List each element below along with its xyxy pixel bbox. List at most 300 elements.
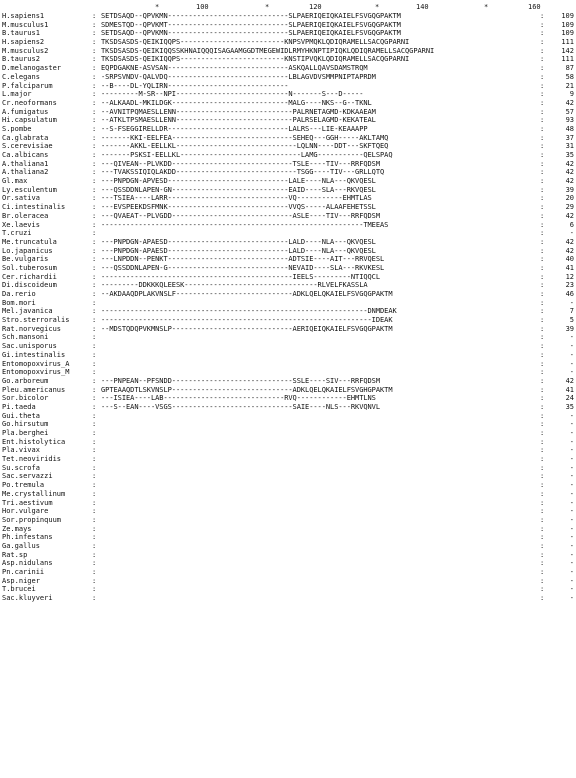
species-name: Pi.taeda	[2, 402, 36, 411]
separator-colon: :	[92, 263, 97, 272]
residue-count: 42	[565, 376, 574, 385]
alignment-row	[0, 99, 576, 108]
alignment-row	[0, 229, 576, 238]
separator-colon: :	[540, 368, 545, 377]
separator-colon: :	[540, 350, 545, 359]
species-name: Br.oleracea	[2, 211, 49, 220]
alignment-row	[0, 525, 576, 534]
species-name: Bom.mori	[2, 298, 36, 307]
separator-colon: :	[540, 151, 545, 159]
species-name: Go.arboreum	[2, 376, 49, 385]
separator-colon: :	[92, 177, 97, 186]
residue-count: 42	[565, 159, 574, 168]
separator-colon: :	[540, 437, 545, 446]
species-name: B.taurus1	[2, 29, 40, 38]
species-name: Gui.theta	[2, 411, 40, 420]
sequence-text: ---LNPDDN--PENKT-----------------------------ADTSIE----AIT---RRVQESL	[101, 255, 385, 264]
separator-colon: :	[540, 455, 545, 464]
residue-count: 42	[565, 211, 574, 220]
separator-colon: :	[92, 524, 97, 533]
separator-colon: :	[540, 515, 545, 524]
species-name: D.melanogaster	[2, 64, 62, 73]
residue-count: 109	[561, 29, 574, 38]
separator-colon: :	[92, 446, 97, 455]
sequence-text: TKSDSASDS-QEIKIQQPS-------------------------KNPSVPMQKLQDIQRAMELLSACQGPARNI	[101, 38, 410, 47]
sequence-text: --AKDAAQDPLAKVNSLF----------------------------ADKLQELQKAIELFSVGQGPAKTM	[101, 290, 393, 298]
separator-colon: :	[92, 185, 97, 194]
residue-count: 93	[565, 116, 574, 125]
separator-colon: :	[92, 420, 97, 429]
alignment-rows	[0, 12, 576, 603]
alignment-row	[0, 585, 576, 594]
alignment-row	[0, 594, 576, 603]
residue-count: 42	[565, 168, 574, 177]
residue-count: 42	[565, 98, 574, 107]
separator-colon: :	[540, 324, 545, 333]
species-name: Go.hirsutum	[2, 420, 49, 429]
separator-colon: :	[540, 411, 545, 420]
sequence-text: ---ISIEA----LAB-----------------------------RVQ------------EHMTLNS	[101, 394, 376, 403]
ruler-position-label: 160	[528, 3, 541, 11]
separator-colon: :	[540, 385, 545, 394]
residue-count: -	[569, 541, 574, 550]
species-name: S.cerevisiae	[2, 142, 53, 151]
residue-count: 40	[565, 255, 574, 264]
separator-colon: :	[540, 307, 545, 316]
species-name: T.cruzi	[2, 229, 32, 238]
separator-colon: :	[540, 420, 545, 429]
separator-colon: :	[92, 220, 97, 229]
species-name: S.pombe	[2, 124, 32, 133]
separator-colon: :	[540, 203, 545, 212]
species-name: Ci.intestinalis	[2, 203, 66, 212]
residue-count: -	[569, 350, 574, 359]
sequence-text: SDMESTQD--QPVKMT-----------------------------SLPAERIQEIQKAIELFSVGQGPAKTM	[101, 20, 401, 29]
species-name: T.brucei	[2, 585, 36, 594]
separator-colon: :	[540, 594, 545, 603]
separator-colon: :	[92, 46, 97, 55]
residue-count: -	[569, 455, 574, 464]
species-name: Tri.aestivum	[2, 498, 53, 507]
residue-count: 41	[565, 263, 574, 272]
sequence-text: ---PNPDGN-APVESD-----------------------------LALE----NLA---QKVQESL	[101, 177, 376, 186]
alignment-row	[0, 472, 576, 481]
separator-colon: :	[540, 550, 545, 559]
sequence-text: SETDSAQD--QPVKMN-----------------------------SLPAERIQEIQKAIELFSVGQGPAKTM	[101, 12, 401, 20]
residue-count: -	[569, 411, 574, 420]
separator-colon: :	[540, 159, 545, 168]
species-name: Stro.sterroralis	[2, 316, 70, 325]
species-name: Or.sativa	[2, 194, 40, 203]
separator-colon: :	[92, 142, 97, 151]
alignment-row	[0, 47, 576, 56]
alignment-row	[0, 160, 576, 169]
residue-count: 20	[565, 194, 574, 203]
sequence-text: EQPDGAKNE-ASVSAN-----------------------------ASKQALLQAVSDAMSTRQM	[101, 64, 368, 73]
alignment-row	[0, 551, 576, 560]
sequence-text: ---EVSPEEKDSFMNK-----------------------------VVQS-----ALAAFEHETSSL	[101, 203, 376, 212]
alignment-row	[0, 134, 576, 143]
species-name: Ze.mays	[2, 524, 32, 533]
sequence-text: GPTEAAQDTLSKVNSLP-----------------------------ADKLQELQKAIELFSVGHGPAKTM	[101, 385, 393, 394]
species-name: M.musculus2	[2, 46, 49, 55]
separator-colon: :	[92, 168, 97, 177]
residue-count: 5	[569, 316, 574, 325]
alignment-row	[0, 203, 576, 212]
sequence-text: -----------------------------------------------------------------IDEAK	[101, 316, 393, 325]
residue-count: -	[569, 524, 574, 533]
sequence-text: ---QSSDDNLAPEN-G-----------------------------NEVAID----SLA---RKVKESL	[101, 263, 385, 272]
separator-colon: :	[92, 12, 97, 20]
sequence-text: ---QSSDDNLAPEN-GN----------------------------EAID----SLA---RKVQESL	[101, 185, 376, 194]
separator-colon: :	[92, 81, 97, 90]
separator-colon: :	[92, 246, 97, 255]
alignment-row	[0, 21, 576, 30]
separator-colon: :	[540, 359, 545, 368]
separator-colon: :	[92, 437, 97, 446]
alignment-row	[0, 238, 576, 247]
ruler-marker: *	[155, 3, 160, 11]
separator-colon: :	[92, 576, 97, 585]
species-name: Me.truncatula	[2, 237, 57, 246]
separator-colon: :	[92, 229, 97, 238]
species-name: Sac.unisporus	[2, 342, 57, 351]
separator-colon: :	[540, 533, 545, 542]
separator-colon: :	[540, 255, 545, 264]
species-name: Po.tremula	[2, 481, 45, 490]
residue-count: 111	[561, 55, 574, 64]
residue-count: 48	[565, 124, 574, 133]
alignment-row	[0, 360, 576, 369]
separator-colon: :	[92, 594, 97, 603]
residue-count: 29	[565, 203, 574, 212]
sequence-text: --ALKAADL-MKILDGK----------------------------MALG----NKS--G--TKNL	[101, 98, 372, 107]
residue-count: 57	[565, 107, 574, 116]
separator-colon: :	[92, 20, 97, 29]
residue-count: -	[569, 229, 574, 238]
species-name: Rat.sp	[2, 550, 28, 559]
residue-count: 142	[561, 46, 574, 55]
separator-colon: :	[92, 159, 97, 168]
alignment-row	[0, 82, 576, 91]
species-name: H.sapiens2	[2, 38, 45, 47]
species-name: B.taurus2	[2, 55, 40, 64]
species-name: Pla.berghei	[2, 429, 49, 437]
alignment-row	[0, 38, 576, 47]
residue-count: 6	[569, 220, 574, 229]
residue-count: -	[569, 472, 574, 481]
residue-count: -	[569, 568, 574, 576]
species-name: Cer.richardii	[2, 272, 57, 281]
residue-count: 111	[561, 38, 574, 47]
separator-colon: :	[540, 316, 545, 325]
separator-colon: :	[540, 472, 545, 481]
separator-colon: :	[92, 237, 97, 246]
ruler-marker: *	[484, 3, 489, 11]
species-name: P.falciparum	[2, 81, 53, 90]
sequence-text: --MDSTQDQPVKMNSLP-----------------------------AERIQEIQKAIELFSVGQGPAKTM	[101, 324, 393, 333]
separator-colon: :	[92, 533, 97, 542]
species-name: Entomopoxvirus_A	[2, 359, 70, 368]
alignment-row	[0, 186, 576, 195]
separator-colon: :	[92, 333, 97, 342]
separator-colon: :	[92, 255, 97, 264]
alignment-row	[0, 559, 576, 568]
residue-count: -	[569, 585, 574, 594]
residue-count: 42	[565, 237, 574, 246]
species-name: Me.crystallinum	[2, 489, 66, 498]
alignment-row	[0, 142, 576, 151]
separator-colon: :	[92, 481, 97, 490]
alignment-row	[0, 90, 576, 99]
separator-colon: :	[92, 133, 97, 142]
separator-colon: :	[540, 394, 545, 403]
residue-count: 21	[565, 81, 574, 90]
alignment-row	[0, 264, 576, 273]
residue-count: -	[569, 298, 574, 307]
separator-colon: :	[540, 168, 545, 177]
residue-count: 39	[565, 185, 574, 194]
separator-colon: :	[92, 211, 97, 220]
separator-colon: :	[92, 151, 97, 159]
alignment-row	[0, 64, 576, 73]
separator-colon: :	[92, 359, 97, 368]
separator-colon: :	[92, 394, 97, 403]
separator-colon: :	[540, 489, 545, 498]
alignment-row	[0, 29, 576, 38]
separator-colon: :	[92, 324, 97, 333]
alignment-row	[0, 464, 576, 473]
sequence-text: ---QIVEAN--PLVKDD-----------------------------TSLE----TIV---RRFQDSM	[101, 159, 381, 168]
sequence-text: --B----DL-YQLIRN-----------------------------	[101, 81, 289, 90]
sequence-text: TKSDSASDS-QEIKIQQPS-------------------------KNSTIPVQKLQDIQRAMELLSACQGPARNI	[101, 55, 410, 64]
separator-colon: :	[540, 576, 545, 585]
separator-colon: :	[92, 402, 97, 411]
separator-colon: :	[92, 290, 97, 298]
sequence-text: ---TVAKSSIQIQLAKDD-----------------------------TSGG----TIV---GRLLQTQ	[101, 168, 385, 177]
separator-colon: :	[92, 116, 97, 125]
sequence-text: ---------M-SR--NPI---------------------------N-------S---D-----	[101, 90, 364, 99]
residue-count: -	[569, 359, 574, 368]
separator-colon: :	[92, 194, 97, 203]
residue-count: 9	[569, 90, 574, 99]
sequence-text: -------PSKSI-EELLKL-----------------------------LAMG-----------QELSPAQ	[101, 151, 393, 159]
alignment-row	[0, 281, 576, 290]
separator-colon: :	[92, 124, 97, 133]
residue-count: 12	[565, 272, 574, 281]
residue-count: -	[569, 333, 574, 342]
residue-count: -	[569, 437, 574, 446]
separator-colon: :	[92, 411, 97, 420]
residue-count: 31	[565, 142, 574, 151]
residue-count: -	[569, 446, 574, 455]
species-name: Sol.tuberosum	[2, 263, 57, 272]
separator-colon: :	[540, 376, 545, 385]
alignment-row	[0, 403, 576, 412]
separator-colon: :	[92, 559, 97, 568]
separator-colon: :	[92, 368, 97, 377]
residue-count: -	[569, 533, 574, 542]
alignment-row	[0, 507, 576, 516]
alignment-row	[0, 516, 576, 525]
separator-colon: :	[540, 541, 545, 550]
sequence-text: ---PNPDGN-APAESD-----------------------------LALD----NLA---QKVQESL	[101, 246, 376, 255]
separator-colon: :	[540, 298, 545, 307]
separator-colon: :	[92, 55, 97, 64]
separator-colon: :	[92, 64, 97, 73]
alignment-row	[0, 168, 576, 177]
separator-colon: :	[540, 237, 545, 246]
residue-count: -	[569, 489, 574, 498]
separator-colon: :	[92, 489, 97, 498]
alignment-row	[0, 108, 576, 117]
species-name: Ly.esculentum	[2, 185, 57, 194]
separator-colon: :	[92, 472, 97, 481]
separator-colon: :	[540, 281, 545, 290]
separator-colon: :	[540, 263, 545, 272]
separator-colon: :	[540, 185, 545, 194]
alignment-row	[0, 307, 576, 316]
alignment-row	[0, 438, 576, 447]
residue-count: 41	[565, 385, 574, 394]
separator-colon: :	[540, 559, 545, 568]
separator-colon: :	[540, 524, 545, 533]
residue-count: 42	[565, 246, 574, 255]
species-name: Lo.japanicus	[2, 246, 53, 255]
alignment-row	[0, 325, 576, 334]
separator-colon: :	[92, 568, 97, 576]
alignment-row	[0, 568, 576, 577]
separator-colon: :	[540, 72, 545, 81]
alignment-row	[0, 247, 576, 256]
separator-colon: :	[540, 429, 545, 437]
alignment-row	[0, 273, 576, 282]
sequence-text: --S-FSEGGIRELLDR-----------------------------LALRS---LIE-KEAAAPP	[101, 124, 368, 133]
separator-colon: :	[92, 307, 97, 316]
ruler-position-label: 140	[416, 3, 429, 11]
species-name: A.fumigatus	[2, 107, 49, 116]
separator-colon: :	[540, 446, 545, 455]
residue-count: -	[569, 498, 574, 507]
sequence-text: -------AKKL-EELLKL-----------------------------LQLNN----DDT---SKFTQEQ	[101, 142, 389, 151]
alignment-row	[0, 177, 576, 186]
separator-colon: :	[92, 429, 97, 437]
species-name: Mel.javanica	[2, 307, 53, 316]
sequence-text: ---PNPDGN-APAESD-----------------------------LALD----NLA---QKVQESL	[101, 237, 376, 246]
separator-colon: :	[92, 98, 97, 107]
alignment-row	[0, 116, 576, 125]
separator-colon: :	[540, 90, 545, 99]
sequence-text: -------KKI-EELFEA-----------------------------SEHEQ---GGH-----AKLTAMQ	[101, 133, 389, 142]
sequence-text: -SRPSVNDV-QALVDQ-----------------------------LBLAGVDVSMMPNIPTAPRDM	[101, 72, 376, 81]
separator-colon: :	[92, 29, 97, 38]
species-name: Asp.nidulans	[2, 559, 53, 568]
residue-count: -	[569, 559, 574, 568]
sequence-text: SETDSAQD--QPVKMN-----------------------------SLPAERIQEIQKAIELFSVGQGPAKTM	[101, 29, 401, 38]
alignment-row	[0, 499, 576, 508]
separator-colon: :	[92, 272, 97, 281]
alignment-row	[0, 394, 576, 403]
separator-colon: :	[92, 316, 97, 325]
separator-colon: :	[92, 550, 97, 559]
separator-colon: :	[540, 220, 545, 229]
species-name: Hor.vulgare	[2, 507, 49, 516]
species-name: Be.vulgaris	[2, 255, 49, 264]
separator-colon: :	[92, 107, 97, 116]
species-name: Tet.neoviridis	[2, 455, 62, 464]
residue-count: 35	[565, 402, 574, 411]
alignment-row	[0, 481, 576, 490]
species-name: Ent.histolytica	[2, 437, 66, 446]
alignment-row	[0, 125, 576, 134]
separator-colon: :	[540, 272, 545, 281]
separator-colon: :	[540, 107, 545, 116]
species-name: Su.scrofa	[2, 463, 40, 472]
separator-colon: :	[92, 72, 97, 81]
residue-count: -	[569, 576, 574, 585]
alignment-row	[0, 446, 576, 455]
alignment-row	[0, 12, 576, 21]
alignment-row	[0, 212, 576, 221]
residue-count: 87	[565, 64, 574, 73]
species-name: Gi.intestinalis	[2, 350, 66, 359]
separator-colon: :	[540, 481, 545, 490]
alignment-row	[0, 342, 576, 351]
residue-count: -	[569, 481, 574, 490]
species-name: Ca.glabrata	[2, 133, 49, 142]
residue-count: -	[569, 420, 574, 429]
alignment-row	[0, 290, 576, 299]
residue-count: -	[569, 594, 574, 603]
species-name: Sac.kluyveri	[2, 594, 53, 603]
separator-colon: :	[540, 177, 545, 186]
residue-count: 109	[561, 20, 574, 29]
species-name: Ga.gallus	[2, 541, 40, 550]
alignment-row	[0, 299, 576, 308]
separator-colon: :	[540, 463, 545, 472]
species-name: Rat.norvegicus	[2, 324, 62, 333]
separator-colon: :	[92, 515, 97, 524]
species-name: Pn.carinii	[2, 568, 45, 576]
alignment-row	[0, 412, 576, 421]
separator-colon: :	[540, 142, 545, 151]
sequence-text: ---TSIEA----LARR-----------------------------VQ-----------EHMTLAS	[101, 194, 372, 203]
sequence-text: --ATKLTPSMAESLLENN----------------------------PALRSELAGMD-KEKATEAL	[101, 116, 376, 125]
species-name: Ph.infestans	[2, 533, 53, 542]
alignment-row	[0, 542, 576, 551]
separator-colon: :	[540, 116, 545, 125]
position-ruler	[0, 2, 576, 12]
species-name: H.sapiens1	[2, 12, 45, 20]
sequence-text: TKSDSASDS-QEIKIQQSSKHNAIQQQISAGAAMGGDTMEGEWIDLRMYHKNPTIPIQKLQDIQRAMELLSACQGPARNI	[101, 46, 435, 55]
species-name: Sor.bicolor	[2, 394, 49, 403]
residue-count: 109	[561, 12, 574, 20]
alignment-row	[0, 533, 576, 542]
separator-colon: :	[540, 246, 545, 255]
sequence-text: ---------------------------------------------------------------TMEEAS	[101, 220, 389, 229]
ruler-marker: *	[375, 3, 380, 11]
residue-count: 37	[565, 133, 574, 142]
sequence-text: ---QVAEAT--PLVGDD-----------------------------ASLE----TIV---RRFQDSM	[101, 211, 381, 220]
alignment-row	[0, 73, 576, 82]
residue-count: 58	[565, 72, 574, 81]
separator-colon: :	[92, 342, 97, 351]
separator-colon: :	[540, 64, 545, 73]
separator-colon: :	[540, 12, 545, 20]
separator-colon: :	[92, 498, 97, 507]
species-name: L.major	[2, 90, 32, 99]
alignment-row	[0, 490, 576, 499]
